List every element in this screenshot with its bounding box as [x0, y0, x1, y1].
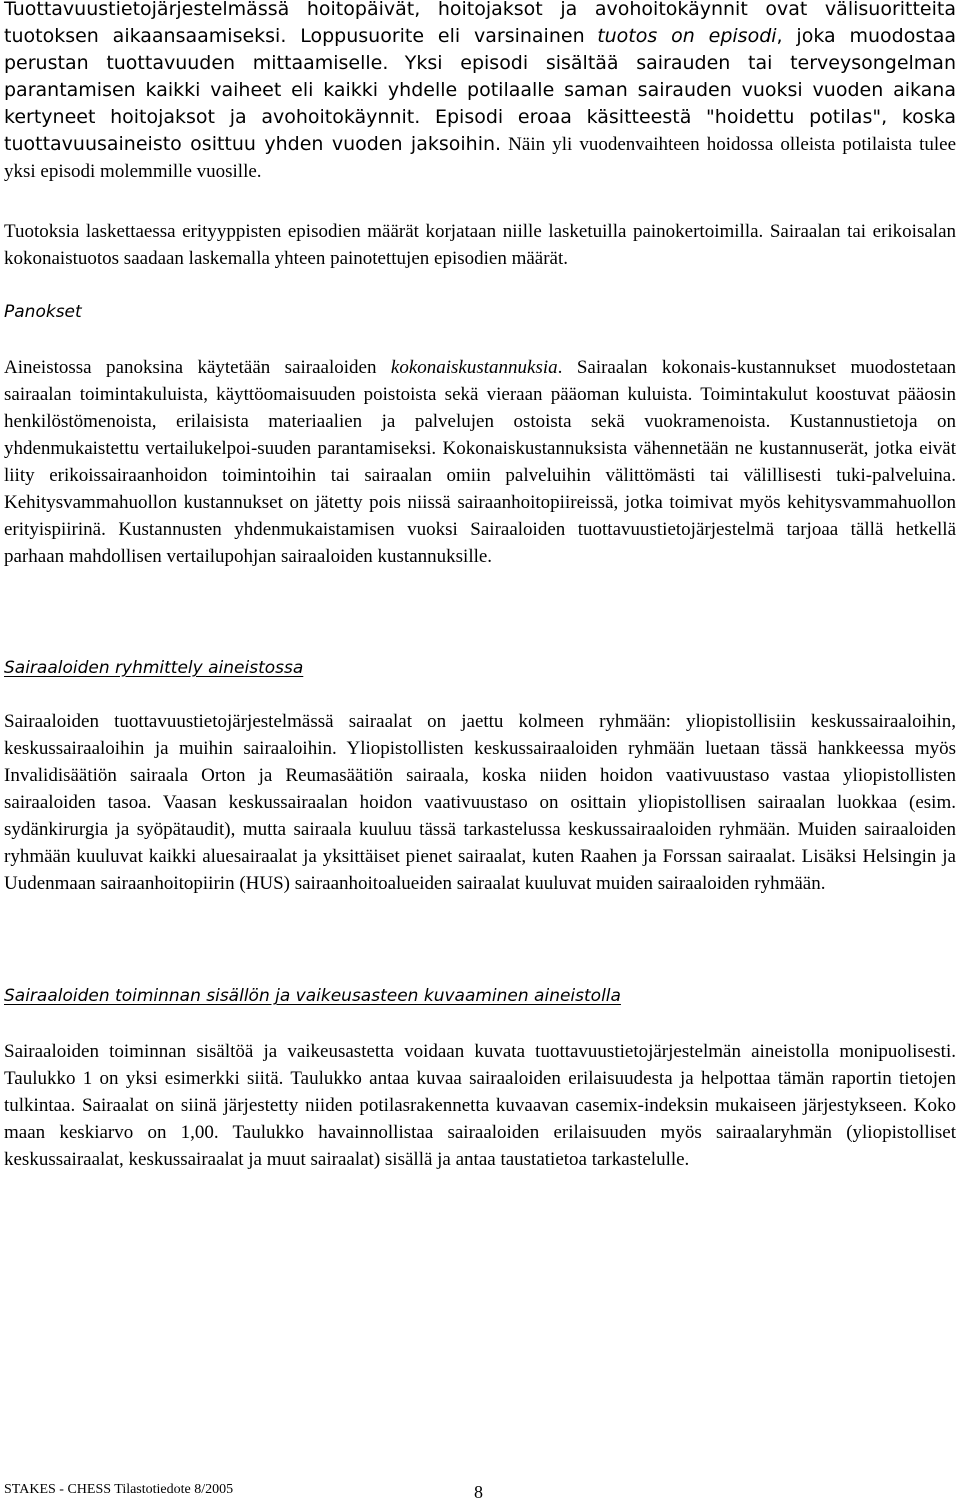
panokset-emphasis: kokonaiskustannuksia	[390, 357, 558, 378]
intro-text-c: Yksi episodi sisältää sairauden tai terveysongelman parantamisen kaikki vaiheet eli kaikki yhdelle potilaalle saman sairauden vuoksi vuoden aikana kertyneet hoitojaksot ja avohoitokäynnit. Episodi eroaa käsitteestä "hoidettu potilas", koska tuottavuusaineisto osittuu yhden vuoden jaksoihin.	[4, 52, 956, 155]
page-number: 8	[474, 1482, 483, 1502]
intro-text-a: Tuottavuustietojärjestelmässä hoitopäivät, hoitojaksot ja avohoitokäynnit ovat välisuoritteita tuotoksen aikaansaamiseksi. Loppusuorite eli varsinainen	[4, 0, 956, 47]
intro-paragraph	[4, 0, 956, 185]
intro-emphasis: tuotos on episodi	[597, 25, 777, 47]
ryhmittely-heading: Sairaaloiden ryhmittely aineistossa	[4, 658, 304, 678]
panokset-paragraph	[4, 354, 956, 570]
intro-text-d: Näin yli vuodenvaihteen hoidossa olleista potilaista tulee yksi episodi molemmille vuosille.	[4, 134, 957, 182]
sisalto-heading: Sairaaloiden toiminnan sisällön ja vaikeusasteen kuvaaminen aineistolla	[4, 986, 621, 1006]
intro-text-b: , joka muodostaa perustan tuottavuuden mittaamiselle.	[4, 25, 956, 74]
weights-paragraph	[4, 218, 956, 272]
ryhmittely-paragraph: Sairaaloiden tuottavuustietojärjestelmässä sairaalat on jaettu kolmeen ryhmään: yliopistollisiin keskussairaaloihin, keskussairaaloihin ja muihin sairaaloihin. Yliopistollisten keskussairaaloiden ryhmään luetaan tässä hankkeessa myös Invalidisäätiön sairaala Orton ja Reumasäätiön sairaala, koska niiden hoidon vaativuustaso vastaa yliopistollisten sairaaloiden tasoa. Vaasan keskussairaalan hoidon vaativuustaso on osittain yliopistollisen sairaalan luokkaa (esim. sydänkirurgia ja syöpätaudit), mutta sairaala kuuluu tässä tarkastelussa keskussairaaloiden ryhmään. Muiden sairaaloiden ryhmään kuuluvat kaikki aluesairaalat ja yksittäiset pienet sairaalat, kuten Raahen ja Forssan sairaalat. Lisäksi Helsingin ja Uudenmaan sairaanhoitopiirin (HUS) sairaanhoitoalueiden sairaalat kuuluvat muiden sairaaloiden ryhmään.	[4, 711, 956, 894]
panokset-heading: Panokset	[4, 302, 82, 322]
sisalto-paragraph: Sairaaloiden toiminnan sisältöä ja vaikeusastetta voidaan kuvata tuottavuustietojärjestelmän aineistolla monipuolisesti. Taulukko 1 on yksi esimerkki siitä. Taulukko antaa kuvaa sairaaloiden erilaisuudesta ja helpottaa tämän raportin tietojen tulkintaa. Sairaalat on siinä järjestetty niiden potilasrakennetta kuvaavan casemix-indeksin mukaiseen järjestykseen. Koko maan keskiarvo on 1,00. Taulukko havainnollistaa sairaaloiden erilaisuuden myös sairaalaryhmän (yliopistolliset keskussairaalat, keskussairaalat ja muut sairaalat) sisällä ja antaa taustatietoa tarkastelulle.	[4, 1041, 956, 1170]
panokset-text-b: . Sairaalan kokonais-kustannukset muodostetaan sairaalan toimintakuluista, käyttöomaisuuden poistoista sekä vieraan pääoman kuluista. Toimintakulut koostuvat pääosin henkilöstömenoista, erilaisista materiaalien ja palvelujen ostoista sekä vuokramenoista. Kustannustietoja on yhdenmukaistettu vertailukelpoi-suuden parantamiseksi. Kokonaiskustannuksista vähennetään ne kustannuserät, jotka eivät liity erikoissairaanhoidon toimintoihin tai sairaalan omiin palveluihin välittömästi tai välillisesti tuki-palveluina. Kehitysvammahuollon kustannukset on jätetty pois niissä sairaanhoitopiireissä, jotka toimivat myös kehitysvammahuollon erityispiirinä. Kustannusten yhdenmukaistamisen vuoksi Sairaaloiden tuottavuustietojärjestelmä tarjoaa tällä hetkellä parhaan mahdollisen vertailupohjan sairaaloiden kustannuksille.	[4, 357, 957, 567]
weights-text-a: Tuotoksia laskettaessa erityyppisten episodien määrät korjataan niille lasketuilla painokertoimilla.	[4, 221, 764, 242]
footer-source: STAKES - CHESS Tilastotiedote 8/2005	[4, 1482, 234, 1497]
weights-text-b: Sairaalan tai erikoisalan kokonaistuotos saadaan laskemalla yhteen painotettujen episodien määrät.	[4, 221, 956, 269]
panokset-text-a: Aineistossa panoksina käytetään sairaaloiden	[4, 357, 377, 378]
